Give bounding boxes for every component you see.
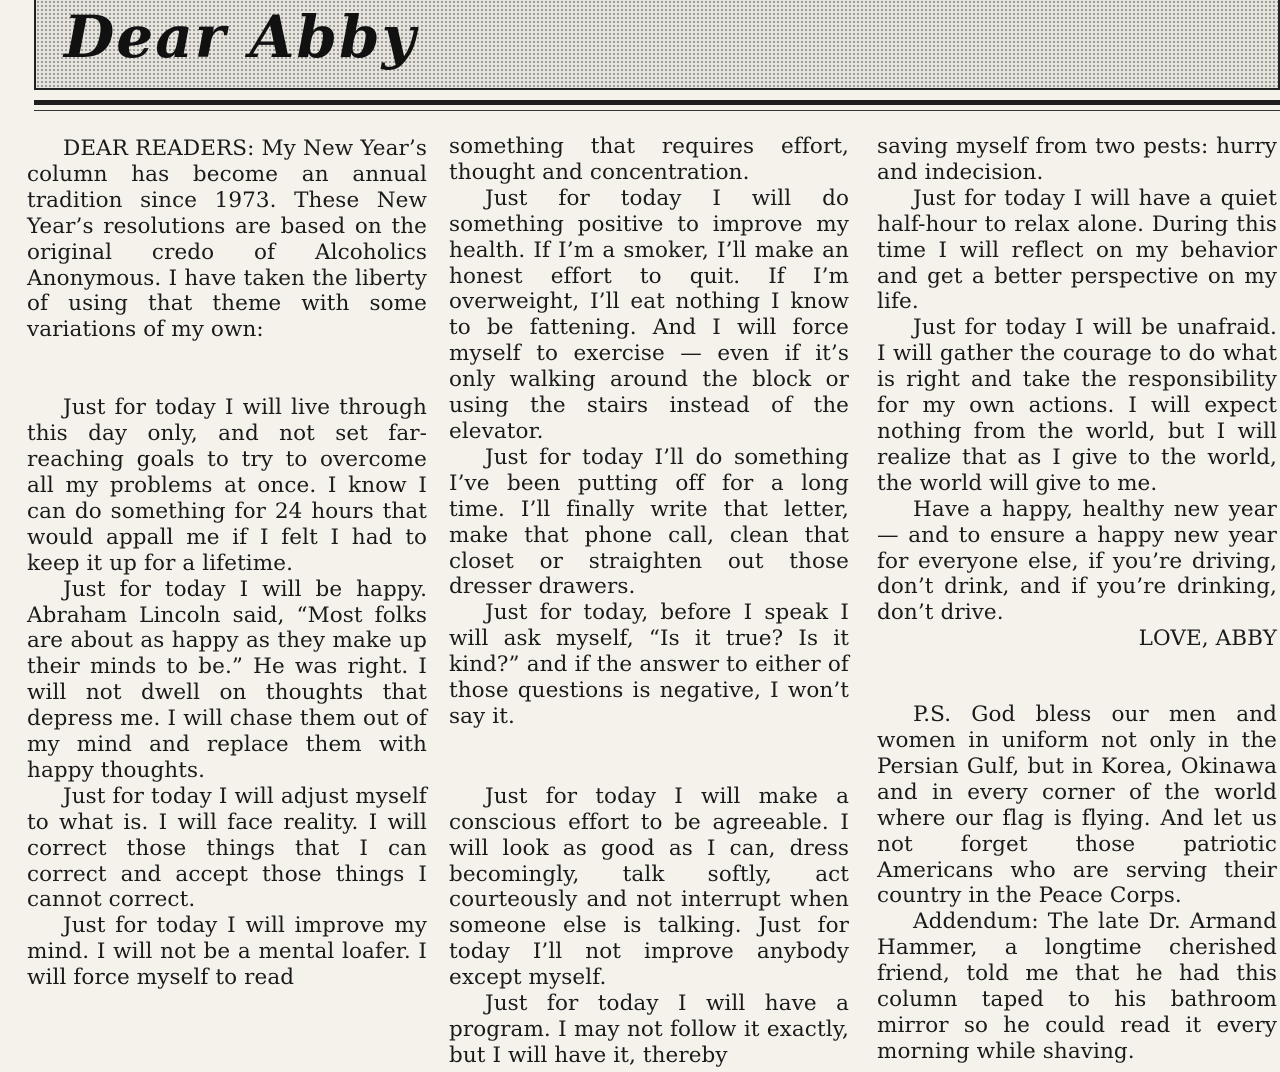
resolution-paragraph: Just for today I’ll do something I’ve been putting off for a long time. I’ll finally write that letter, make that phone call, clean that closet or straighten out those dresser drawers. (449, 444, 849, 600)
resolution-paragraph: Just for today I will do something positive to improve my health. If I’m a smoker, I’ll make an honest effort to quit. If I’m overweight, I’ll eat nothing I know to be fattening. And I will force myself to exercise — even if it’s only walking around the block or using the stairs instead of the elevator. (449, 185, 849, 444)
addendum-paragraph: Addendum: The late Dr. Armand Hammer, a longtime cherished friend, told me that he had this column taped to his bathroom mirror so he could read it every morning while shaving. (877, 909, 1277, 1064)
closing-paragraph: Have a happy, healthy new year — and to ensure a happy new year for everyone else, if you’re driving, don’t drink, and if you’re drinking, don’t drive. (877, 496, 1277, 626)
resolution-paragraph: Just for today I will make a conscious effort to be agreeable. I will look as good as I can, dress becomingly, talk softly, act courteously and not interrupt when someone else is talking. Just for today I’ll not improve anybody except myself. (449, 783, 849, 991)
resolution-paragraph: Just for today, before I speak I will ask myself, “Is it true? Is it kind?” and if the answer to either of those questions is negative, I won’t say it. (449, 600, 849, 729)
paragraph-spacer (877, 652, 1277, 702)
paragraph-spacer (27, 343, 427, 395)
resolution-paragraph: Just for today I will have a quiet half-hour to relax alone. During this time I will reflect on my behavior and get a better perspective on my life. (877, 185, 1277, 315)
text-column-2 (449, 134, 849, 1069)
resolution-paragraph: Just for today I will adjust myself to what is. I will face reality. I will correct those things that I can correct and accept those things I cannot correct. (27, 783, 427, 913)
resolution-paragraph: Just for today I will live through this day only, and not set far-reaching goals to try to overcome all my problems at once. I know I can do something for 24 hours that would appall me if I felt I had to keep it up for a lifetime. (27, 395, 427, 576)
signature: LOVE, ABBY (1138, 626, 1277, 652)
column-header-banner (34, 0, 1280, 90)
text-column-1 (27, 136, 427, 991)
continued-paragraph: saving myself from two pests: hurry and indecision. (877, 134, 1277, 185)
intro-paragraph: DEAR READERS: My New Year’s column has become an annual tradition since 1973. These New Year’s resolutions are based on the original credo of Alcoholics Anonymous. I have taken the liberty of using that theme with some variations of my own: (27, 136, 427, 343)
resolution-paragraph: Just for today I will improve my mind. I will not be a mental loafer. I will force myself to read (27, 913, 427, 991)
resolution-paragraph: Just for today I will be happy. Abraham Lincoln said, “Most folks are about as happy as they make up their minds to be.” He was right. I will not dwell on thoughts that depress me. I will chase them out of my mind and replace them with happy thoughts. (27, 576, 427, 783)
postscript-paragraph: P.S. God bless our men and women in uniform not only in the Persian Gulf, but in Korea, Okinawa and in every corner of the world where our flag is flying. And let us not forget those patriotic Americans who are serving their country in the Peace Corps. (877, 702, 1277, 909)
header-rule-thin (34, 110, 1280, 111)
resolution-paragraph: Just for today I will be unafraid. I will gather the courage to do what is right and take the responsibility for my own actions. I will expect nothing from the world, but I will realize that as I give to the world, the world will give to me. (877, 315, 1277, 496)
continued-paragraph: something that requires effort, thought and concentration. (449, 134, 849, 185)
resolution-paragraph: Just for today I will have a program. I may not follow it exactly, but I will have it, thereby (449, 991, 849, 1068)
header-rule-thick (34, 100, 1280, 105)
paragraph-spacer (449, 730, 849, 784)
text-column-3 (877, 134, 1277, 1065)
column-title: Dear Abby (64, 3, 418, 71)
